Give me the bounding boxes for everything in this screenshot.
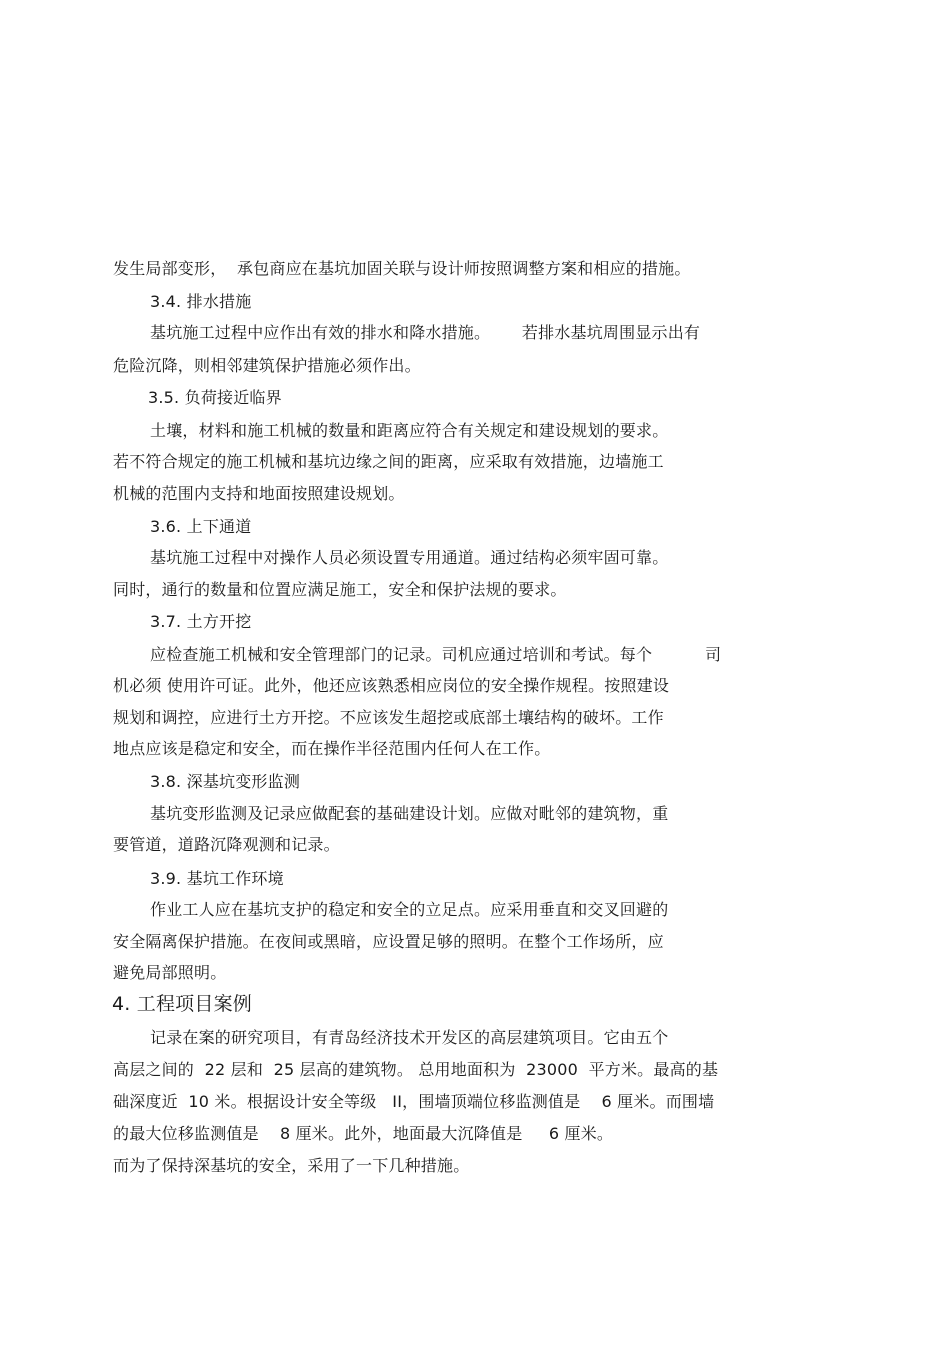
paragraph-line: 土壤，材料和施工机械的数量和距离应符合有关规定和建设规划的要求。 [150, 421, 669, 440]
paragraph-line: 作业工人应在基坑支护的稳定和安全的立足点。应采用垂直和交叉回避的 [150, 900, 669, 919]
paragraph-line: 安全隔离保护措施。在夜间或黑暗，应设置足够的照明。在整个工作场所，应 [113, 932, 664, 951]
section-heading-4: 4. 工程项目案例 [112, 993, 252, 1015]
section-heading-3-4: 3.4. 排水措施 [150, 292, 252, 311]
section-heading-3-7: 3.7. 土方开挖 [150, 612, 252, 631]
paragraph-line: 记录在案的研究项目，有青岛经济技术开发区的高层建筑项目。它由五个 [150, 1028, 669, 1047]
paragraph-line: 同时，通行的数量和位置应满足施工，安全和保护法规的要求。 [113, 580, 567, 599]
paragraph-line: 础深度近 10 米。根据设计安全等级 II，围墙顶端位移监测值是 6 厘米。而围墙 [113, 1092, 715, 1111]
section-heading-3-6: 3.6. 上下通道 [150, 517, 252, 536]
paragraph-line: 机必须 使用许可证。此外，他还应该熟悉相应岗位的安全操作规程。按照建设 [113, 676, 670, 695]
paragraph-line: 高层之间的 22 层和 25 层高的建筑物。 总用地面积为 23000 平方米。最高的基 [113, 1060, 719, 1079]
paragraph-line: 避免局部照明。 [113, 963, 227, 982]
section-heading-3-9: 3.9. 基坑工作环境 [150, 869, 284, 888]
paragraph-line: 基坑施工过程中对操作人员必须设置专用通道。通过结构必须牢固可靠。 [150, 548, 669, 567]
paragraph-line: 发生局部变形， 承包商应在基坑加固关联与设计师按照调整方案和相应的措施。 [113, 259, 691, 278]
section-heading-3-5: 3.5. 负荷接近临界 [148, 388, 282, 407]
paragraph-line: 要管道，道路沉降观测和记录。 [113, 835, 340, 854]
paragraph-line: 基坑施工过程中应作出有效的排水和降水措施。 若排水基坑周围显示出有 [150, 323, 701, 342]
paragraph-line: 的最大位移监测值是 8 厘米。此外，地面最大沉降值是 6 厘米。 [113, 1124, 614, 1143]
paragraph-line: 基坑变形监测及记录应做配套的基础建设计划。应做对毗邻的建筑物，重 [150, 804, 669, 823]
paragraph-line: 若不符合规定的施工机械和基坑边缘之间的距离，应采取有效措施，边墙施工 [113, 452, 664, 471]
paragraph-line: 而为了保持深基坑的安全，采用了一下几种措施。 [113, 1156, 470, 1175]
section-heading-3-8: 3.8. 深基坑变形监测 [150, 772, 301, 791]
paragraph-line: 规划和调控，应进行土方开挖。不应该发生超挖或底部土壤结构的破坏。工作 [113, 708, 664, 727]
paragraph-line: 危险沉降，则相邻建筑保护措施必须作出。 [113, 356, 421, 375]
paragraph-line: 应检查施工机械和安全管理部门的记录。司机应通过培训和考试。每个 司 [150, 645, 722, 664]
paragraph-line: 地点应该是稳定和安全，而在操作半径范围内任何人在工作。 [113, 739, 551, 758]
paragraph-line: 机械的范围内支持和地面按照建设规划。 [113, 484, 405, 503]
